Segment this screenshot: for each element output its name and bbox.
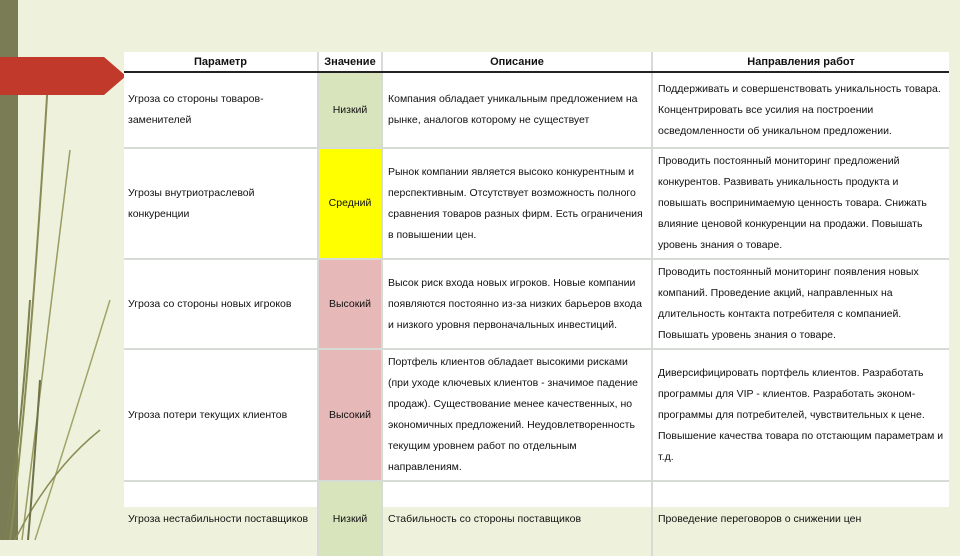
header-param: Параметр <box>124 52 318 72</box>
red-arrow-marker <box>0 57 126 95</box>
row-param: Угроза со стороны товаров-заменителей <box>124 72 318 148</box>
row-description: Портфель клиентов обладает высокими рисками (при уходе ключевых клиентов - значимое падение продаж). Существование менее качественных, но экономичных предложений. Неудовлетворенность текущим уровнем работ по отдельным направлениям. <box>382 349 652 481</box>
row-directions: Поддерживать и совершенствовать уникальность товара. Концентрировать все усилия на построении осведомленности об уникальном предложении. <box>652 72 949 148</box>
row-value-badge: Средний <box>318 148 382 259</box>
table-row <box>124 349 949 481</box>
row-param: Угрозы внутриотраслевой конкуренции <box>124 148 318 259</box>
header-directions: Направления работ <box>652 52 949 72</box>
header-value: Значение <box>318 52 382 72</box>
table-header-row <box>124 52 949 72</box>
header-description: Описание <box>382 52 652 72</box>
table-row <box>124 148 949 259</box>
table-row <box>124 481 949 556</box>
row-description: Компания обладает уникальным предложением на рынке, аналогов которому не существует <box>382 72 652 148</box>
row-directions: Проводить постоянный мониторинг появления новых компаний. Проведение акций, направленных на длительность контакта потребителя с компанией. Повышать уровень знания о товаре. <box>652 259 949 349</box>
row-description: Высок риск входа новых игроков. Новые компании появляются постоянно из-за низких барьеров входа и низкого уровня первоначальных инвестиций. <box>382 259 652 349</box>
row-directions: Проводить постоянный мониторинг предложений конкурентов. Развивать уникальность продукта и повышать воспринимаемую ценность товара. Снижать влияние ценовой конкуренции на продажи. Повышать уровень знания о товаре. <box>652 148 949 259</box>
row-value-badge: Высокий <box>318 259 382 349</box>
row-directions: Диверсифицировать портфель клиентов. Разработать программы для VIP - клиентов. Разработать эконом-программы для потребителей, чувствительных к цене. Повышение качества товара по отстающим параметрам и т.д. <box>652 349 949 481</box>
row-directions: Проведение переговоров о снижении цен <box>652 481 949 556</box>
row-value-badge: Высокий <box>318 349 382 481</box>
row-value-badge: Низкий <box>318 72 382 148</box>
five-forces-table <box>124 52 949 525</box>
row-param: Угроза нестабильности поставщиков <box>128 512 309 525</box>
table-row <box>124 72 949 148</box>
row-description: Рынок компании является высоко конкурентным и перспективным. Отсутствует возможность полного сравнения товаров разных фирм. Есть ограничения в повышении цен. <box>382 148 652 259</box>
row-description: Стабильность со стороны поставщиков <box>382 481 652 556</box>
table-row <box>124 259 949 349</box>
row-value-badge: Низкий <box>318 481 382 556</box>
row-param: Угроза со стороны новых игроков <box>124 259 318 349</box>
row-param: Угроза потери текущих клиентов <box>124 349 318 481</box>
